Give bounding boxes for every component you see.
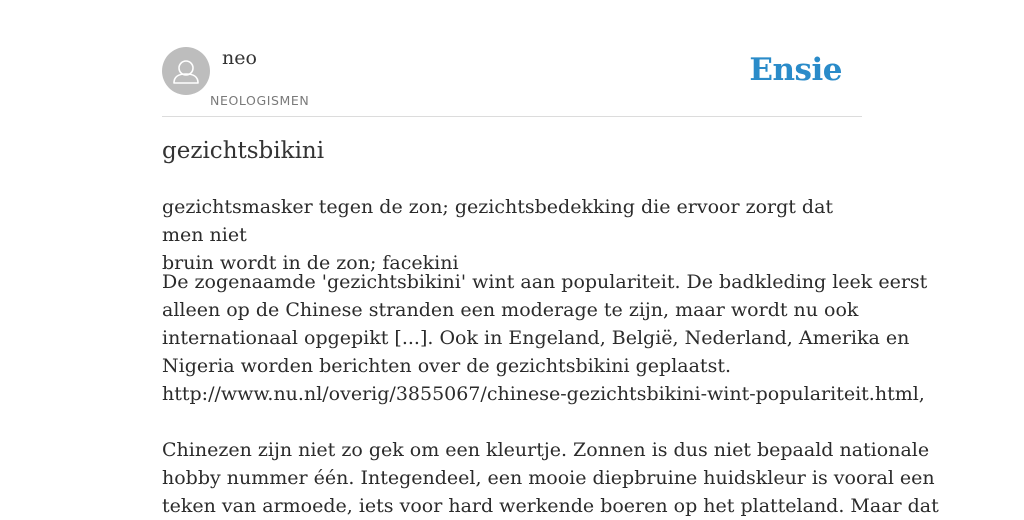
entry-definition <box>162 193 862 277</box>
example-line: Nigeria worden berichten over de gezichtsbikini geplaatst. <box>162 355 731 377</box>
example-line: Chinezen zijn niet zo gek om een kleurtje. Zonnen is dus niet bepaald nationale <box>162 439 930 461</box>
user-silhouette-icon <box>162 47 210 95</box>
example-blank-line <box>162 408 862 436</box>
entry-example <box>162 268 939 520</box>
example-line: internationaal opgepikt [...]. Ook in Engeland, België, Nederland, Amerika en <box>162 327 910 349</box>
example-line: teken van armoede, iets voor hard werkende boeren op het platteland. Maar dat <box>162 495 939 517</box>
category-label[interactable]: NEOLOGISMEN <box>210 93 310 108</box>
definition-line: gezichtsmasker tegen de zon; gezichtsbedekking die ervoor zorgt dat men niet <box>162 196 834 246</box>
author-name[interactable]: neo <box>222 47 257 69</box>
page-header <box>162 46 862 117</box>
example-line: hobby nummer één. Integendeel, een mooie diepbruine huidskleur is vooral een <box>162 467 935 489</box>
example-line: alleen op de Chinese stranden een moderage te zijn, maar wordt nu ook <box>162 299 859 321</box>
example-source-link[interactable]: http://www.nu.nl/overig/3855067/chinese-gezichtsbikini-wint-populariteit.html, <box>162 383 925 405</box>
example-line: De zogenaamde 'gezichtsbikini' wint aan populariteit. De badkleding leek eerst <box>162 271 928 293</box>
brand-logo[interactable]: Ensie <box>749 52 842 88</box>
avatar[interactable] <box>162 47 210 95</box>
definition-line: bruin wordt in de zon; facekini <box>162 252 459 274</box>
entry-title: gezichtsbikini <box>162 138 325 164</box>
